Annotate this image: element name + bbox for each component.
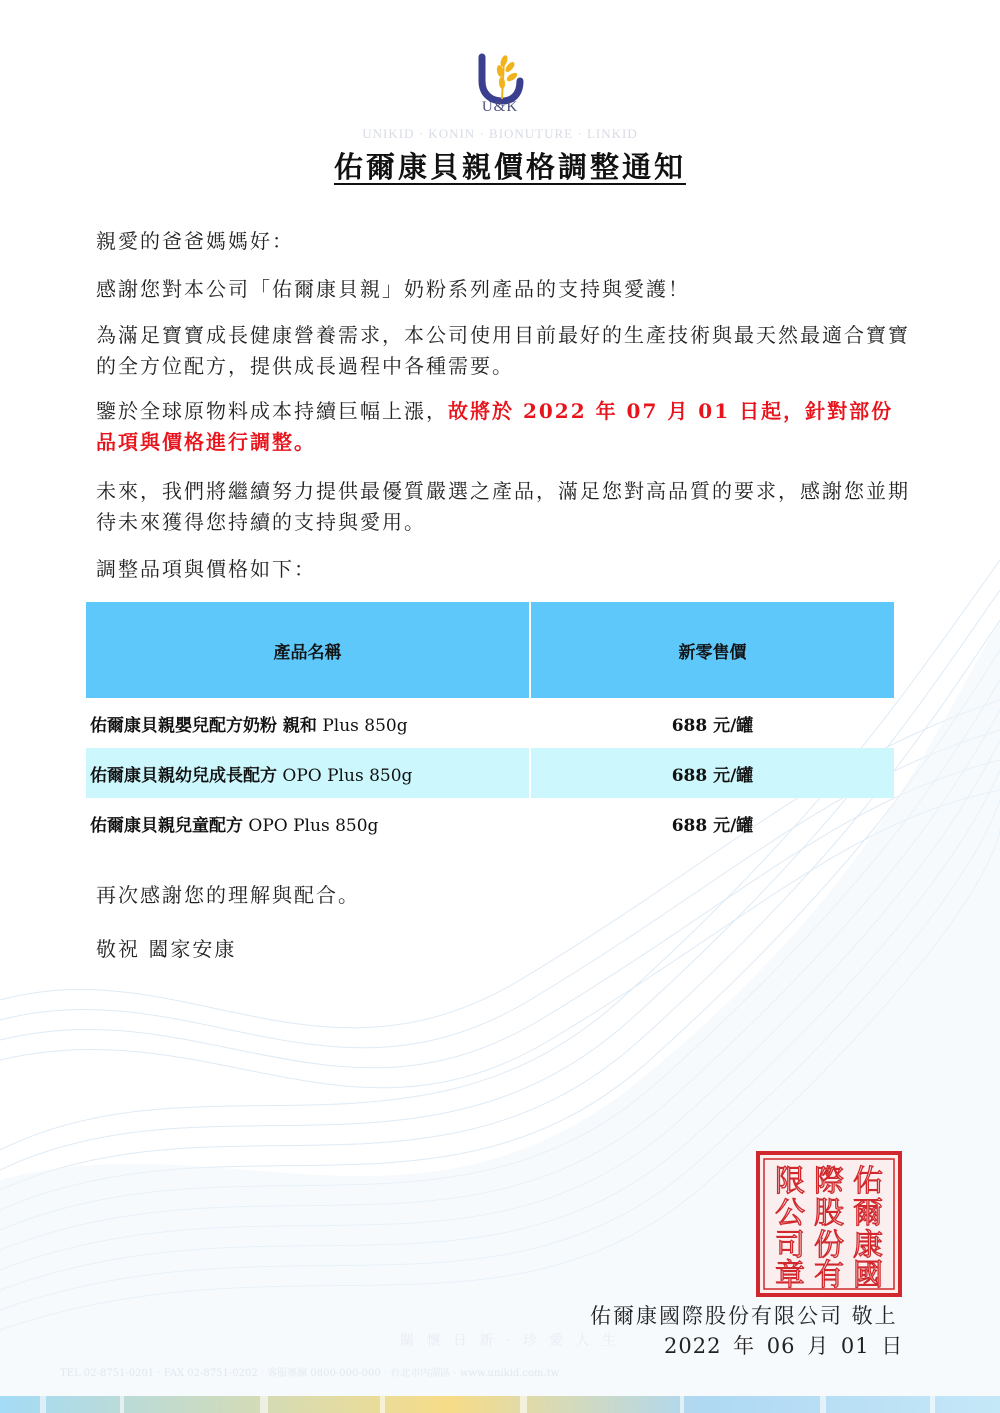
seal-glyph: 國 (853, 1258, 883, 1293)
table-header-row (86, 602, 894, 698)
price-change-paragraph (96, 396, 911, 458)
nutrition-paragraph: 為滿足寶寶成長健康營養需求，本公司使用目前最好的生產技術與最天然最適合寶寶的全方位配方，提供成長過程中各種需要。 (96, 323, 910, 378)
product-spec: OPO Plus 850g (277, 765, 413, 786)
product-name: 佑爾康貝親兒童配方 (90, 815, 243, 836)
signature-date: 2022 年 06 月 01 日 (664, 1334, 904, 1358)
product-price: 688 元/罐 (671, 715, 754, 736)
column-header-price: 新零售價 (530, 602, 894, 698)
product-spec: OPO Plus 850g (243, 815, 379, 836)
footer-contact: TEL 02-8751-0201 · FAX 02-8751-0202 · 客服專線 0800-000-000 · 台北市內湖區 · www.unikid.com.tw (60, 1368, 560, 1379)
bottom-color-band (0, 1396, 1000, 1413)
table-intro: 調整品項與價格如下： (96, 557, 316, 581)
table-row (86, 748, 894, 798)
commitment-paragraph: 未來，我們將繼續努力提供最優質嚴選之產品，滿足您對高品質的要求，感謝您並期待未來獲得您持續的支持與愛用。 (96, 479, 910, 534)
brand-list: UNIKID · KONIN · BIONUTURE · LINKID (362, 126, 638, 141)
seal-glyph: 股 (814, 1196, 844, 1231)
table-row (86, 798, 894, 848)
seal-glyph: 爾 (853, 1196, 883, 1231)
product-name-cell (86, 698, 530, 748)
company-seal-icon (756, 1151, 902, 1297)
slogan: 關 懷 日 新 · 珍 愛 人 生 (400, 1333, 621, 1349)
product-spec: Plus 850g (316, 715, 408, 736)
seal-glyph: 章 (775, 1258, 805, 1293)
product-name-cell (86, 798, 530, 848)
seal-glyph: 際 (814, 1164, 844, 1199)
page-title: 佑爾康貝親價格調整通知 (333, 150, 686, 184)
seal-glyph: 司 (775, 1228, 805, 1263)
thanks-paragraph: 感謝您對本公司「佑爾康貝親」奶粉系列產品的支持與愛護！ (96, 277, 690, 301)
company-signature: 佑爾康國際股份有限公司 敬上 (590, 1304, 898, 1328)
seal-glyph: 佑 (853, 1164, 883, 1199)
product-name: 佑爾康貝親嬰兒配方奶粉 親和 (90, 715, 317, 736)
greeting: 親愛的爸爸媽媽好： (96, 229, 294, 253)
table-row (86, 698, 894, 748)
product-price: 688 元/罐 (671, 815, 754, 836)
price-table (86, 602, 894, 848)
closing-wishes: 敬祝 闔家安康 (96, 937, 237, 961)
seal-glyph: 有 (814, 1258, 844, 1293)
price-change-effective-date: 故將於 2022 年 07 月 01 日起，針對部份品項與價格進行調整。 (96, 399, 894, 454)
product-name: 佑爾康貝親幼兒成長配方 (90, 765, 277, 786)
closing-thanks: 再次感謝您的理解與配合。 (96, 883, 360, 907)
seal-glyph: 康 (853, 1228, 883, 1263)
logo-wordmark: U&K (481, 99, 519, 115)
column-header-product: 產品名稱 (86, 602, 530, 698)
seal-glyph: 公 (775, 1196, 805, 1231)
seal-glyph: 限 (775, 1164, 805, 1199)
product-name-cell (86, 748, 530, 798)
price-change-reason: 鑒於全球原物料成本持續巨幅上漲， (96, 399, 448, 423)
seal-glyph: 份 (814, 1228, 844, 1263)
product-price: 688 元/罐 (530, 748, 894, 798)
